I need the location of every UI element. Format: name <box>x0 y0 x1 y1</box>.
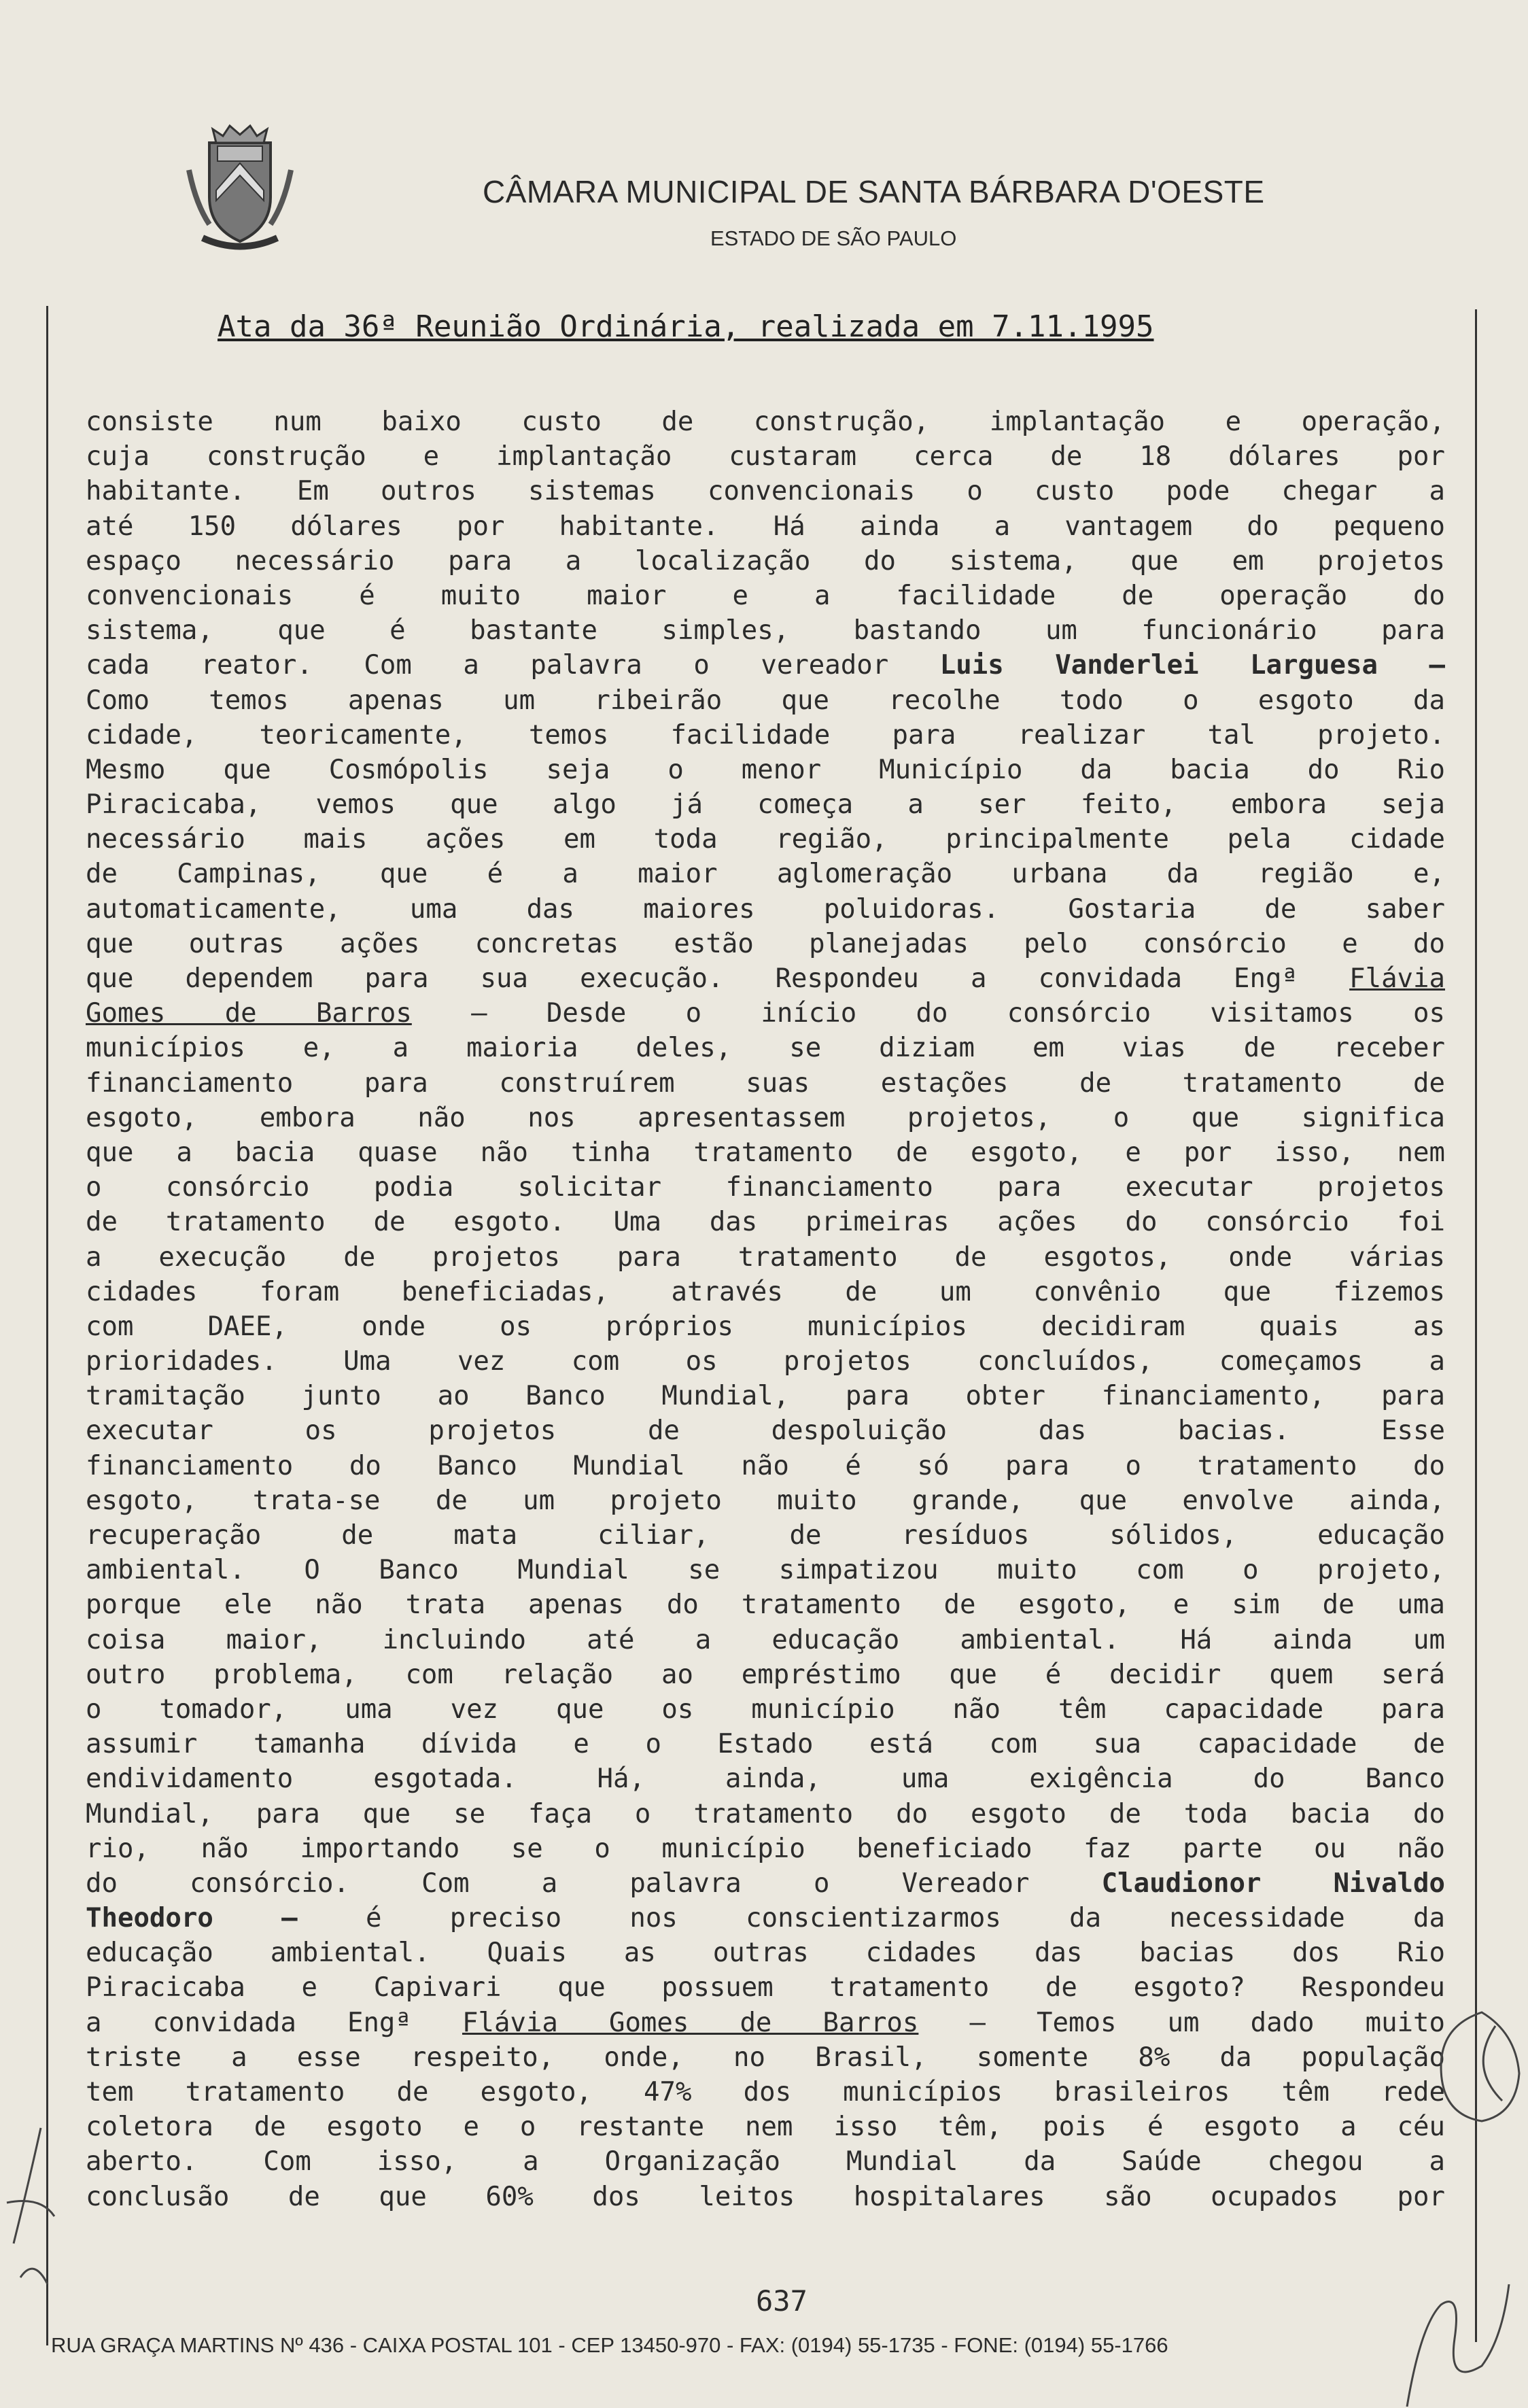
right-margin-rule <box>1475 309 1477 2342</box>
text-line: de tratamento de esgoto. Uma das primeiras ações do consórcio foi <box>86 1207 1445 1238</box>
text-line: espaço necessário para a localização do sistema, que em projetos <box>86 545 1445 577</box>
text-line: tramitação junto ao Banco Mundial, para obter financiamento, para <box>86 1381 1445 1412</box>
text-line: endividamento esgotada. Há, ainda, uma exigência do Banco <box>86 1764 1445 1795</box>
speaker-name: Gomes de Barros <box>86 998 412 1029</box>
text-line: sistema, que é bastante simples, bastando um funcionário para <box>86 615 1445 647</box>
text-line: coisa maior, incluindo até a educação ambiental. Há ainda um <box>86 1624 1445 1655</box>
text-line: ambiental. O Banco Mundial se simpatizou muito com o projeto, <box>86 1555 1445 1586</box>
minutes-title: Ata da 36ª Reunião Ordinária, realizada em 7.11.1995 <box>218 309 1154 344</box>
text-line: outro problema, com relação ao empréstimo que é decidir quem será <box>86 1659 1445 1690</box>
text-line: Piracicaba e Capivari que possuem tratamento de esgoto? Respondeu <box>86 1972 1445 2003</box>
text-line: educação ambiental. Quais as outras cidades das bacias dos Rio <box>86 1938 1445 1969</box>
municipal-coat-of-arms-icon <box>182 116 298 252</box>
speaker-name: Claudionor Nivaldo <box>1101 1868 1445 1899</box>
text-line: cada reator. Com a palavra o vereador Luis Vanderlei Larguesa – <box>86 650 1445 681</box>
speaker-name: Theodoro <box>86 1903 213 1934</box>
text-line: habitante. Em outros sistemas convencionais o custo pode chegar a <box>86 476 1445 507</box>
text-line: a convidada Engª Flávia Gomes de Barros – Temos um dado muito <box>86 2007 1445 2038</box>
left-margin-rule <box>46 306 48 2345</box>
speaker-name: Luis Vanderlei Larguesa <box>939 650 1378 681</box>
text-line: o tomador, uma vez que os município não têm capacidade para <box>86 1693 1445 1725</box>
text-line: convencionais é muito maior e a facilidade de operação do <box>86 580 1445 611</box>
text-line: cidades foram beneficiadas, através de um convênio que fizemos <box>86 1276 1445 1307</box>
text-line: cuja construção e implantação custaram cerca de 18 dólares por <box>86 441 1445 472</box>
text-line: triste a esse respeito, onde, no Brasil, somente 8% da população <box>86 2042 1445 2073</box>
text-line: esgoto, trata-se de um projeto muito grande, que envolve ainda, <box>86 1485 1445 1516</box>
text-line: do consórcio. Com a palavra o Vereador Claudionor Nivaldo <box>86 1868 1445 1899</box>
speaker-name: Flávia <box>1349 963 1445 994</box>
text-line: cidade, teoricamente, temos facilidade para realizar tal projeto. <box>86 719 1445 751</box>
text-line: coletora de esgoto e o restante nem isso têm, pois é esgoto a céu <box>86 2112 1445 2143</box>
text-line: recuperação de mata ciliar, de resíduos sólidos, educação <box>86 1520 1445 1551</box>
text-line: porque ele não trata apenas do tratamento de esgoto, e sim de uma <box>86 1589 1445 1621</box>
text-line: que outras ações concretas estão planejadas pelo consórcio e do <box>86 928 1445 959</box>
text-line: conclusão de que 60% dos leitos hospitalares são ocupados por <box>86 2181 1445 2212</box>
text-line: que dependem para sua execução. Respondeu a convidada Engª Flávia <box>86 963 1445 994</box>
text-line: financiamento do Banco Mundial não é só para o tratamento do <box>86 1450 1445 1481</box>
text-line: o consórcio podia solicitar financiamento para executar projetos <box>86 1172 1445 1203</box>
text-line: prioridades. Uma vez com os projetos concluídos, começamos a <box>86 1346 1445 1377</box>
text-line: Mesmo que Cosmópolis seja o menor Município da bacia do Rio <box>86 754 1445 785</box>
handwritten-initials-icon <box>0 2121 61 2291</box>
text-line: Como temos apenas um ribeirão que recolhe todo o esgoto da <box>86 685 1445 716</box>
minutes-body <box>86 405 1445 2214</box>
text-line: Theodoro – é preciso nos conscientizarmos da necessidade da <box>86 1903 1445 1934</box>
text-line: assumir tamanha dívida e o Estado está com sua capacidade de <box>86 1729 1445 1760</box>
speaker-name: Flávia Gomes de Barros <box>462 2007 919 2038</box>
text-line: consiste num baixo custo de construção, implantação e operação, <box>86 407 1445 437</box>
text-line: até 150 dólares por habitante. Há ainda a vantagem do pequeno <box>86 511 1445 542</box>
text-line: executar os projetos de despoluição das bacias. Esse <box>86 1415 1445 1447</box>
chamber-name: CÂMARA MUNICIPAL DE SANTA BÁRBARA D'OESTE <box>483 174 1265 209</box>
text-line: de Campinas, que é a maior aglomeração urbana da região e, <box>86 859 1445 890</box>
text-line: esgoto, embora não nos apresentassem projetos, o que significa <box>86 1102 1445 1133</box>
page-number: 637 <box>756 2284 808 2318</box>
text-line: com DAEE, onde os próprios municípios decidiram quais as <box>86 1311 1445 1342</box>
text-line: tem tratamento de esgoto, 47% dos municípios brasileiros têm rede <box>86 2077 1445 2108</box>
text-line: municípios e, a maioria deles, se diziam em vias de receber <box>86 1033 1445 1064</box>
text-line: que a bacia quase não tinha tratamento de esgoto, e por isso, nem <box>86 1137 1445 1168</box>
text-line: Gomes de Barros – Desde o início do consórcio visitamos os <box>86 998 1445 1029</box>
text-line: automaticamente, uma das maiores poluidoras. Gostaria de saber <box>86 893 1445 925</box>
text-line: rio, não importando se o município beneficiado faz parte ou não <box>86 1833 1445 1864</box>
address-footer: RUA GRAÇA MARTINS Nº 436 - CAIXA POSTAL 101 - CEP 13450-970 - FAX: (0194) 55-1735 - FONE: (0194) 55-1766 <box>51 2333 1168 2357</box>
text-line: aberto. Com isso, a Organização Mundial da Saúde chegou a <box>86 2146 1445 2178</box>
text-line: necessário mais ações em toda região, principalmente pela cidade <box>86 824 1445 855</box>
text-line: a execução de projetos para tratamento de esgotos, onde várias <box>86 1241 1445 1273</box>
text-line: financiamento para construírem suas estações de tratamento de <box>86 1067 1445 1099</box>
state-name: ESTADO DE SÃO PAULO <box>710 226 957 250</box>
text-line: Piracicaba, vemos que algo já começa a ser feito, embora seja <box>86 789 1445 821</box>
text-line: Mundial, para que se faça o tratamento do esgoto de toda bacia do <box>86 1798 1445 1829</box>
